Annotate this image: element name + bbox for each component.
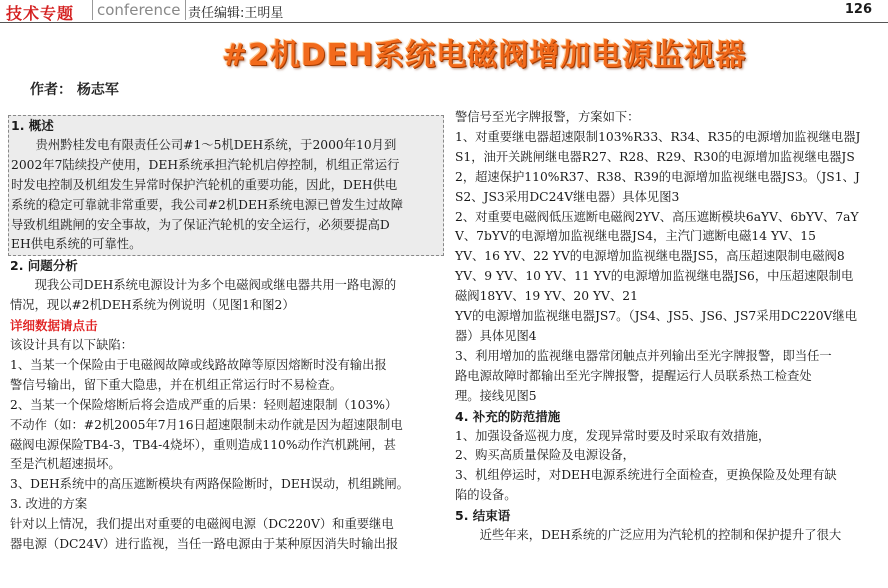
- paragraph-line: 导致机组跳闸的安全事故，为了保证汽轮机的安全运行，必须要提高D: [11, 217, 390, 232]
- paragraph-line: 警信号输出，留下重大隐患，并在机组正常运行时不易检查。: [10, 377, 343, 392]
- section-tag-sub: conference: [92, 0, 186, 20]
- article-title: #2机DEH系统电磁阀增加电源监视器: [221, 38, 747, 73]
- paragraph-line: 该设计具有以下缺陷：: [10, 337, 133, 352]
- section-heading-conclusion: 5. 结束语: [455, 508, 511, 524]
- paragraph-line: 2002年7陆续投产使用，DEH系统承担汽轮机启停控制，机组正常运行: [11, 157, 400, 172]
- editor-credit: 责任编辑:王明星: [188, 6, 284, 21]
- paragraph-line: 2，超速保护110%R37、R38、R39的电源增加监视继电器JS3。（JS1、J: [455, 169, 860, 184]
- paragraph-line: 理。接线见图5: [455, 388, 537, 403]
- page-number: 126: [844, 2, 872, 17]
- paragraph-line: 磁阀18YV、19 YV、20 YV、21: [455, 289, 638, 304]
- paragraph-line: EH供电系统的可靠性。: [11, 237, 142, 252]
- paragraph-line: 器电源（DC24V）进行监视，当任一路电源由于某种原因消失时输出报: [10, 537, 399, 552]
- overview-box: [8, 115, 444, 256]
- right-column: [455, 108, 885, 546]
- paragraph-line: 2、当某一个保险熔断后将会造成严重的后果：轻则超速限制（103%）: [10, 397, 398, 412]
- paragraph-line: YV、9 YV、10 YV、11 YV的电源增加监视继电器JS6，中压超速限制电: [455, 269, 854, 284]
- paragraph-line: 至是汽机超速损坏。: [10, 457, 121, 472]
- paragraph-line: S1，油开关跳闸继电器R27、R28、R29、R30的电源增加监视继电器JS: [455, 149, 855, 164]
- paragraph-line: 1、对重要继电器超速限制103%R33、R34、R35的电源增加监视继电器J: [455, 129, 861, 144]
- paragraph-line: 3. 改进的方案: [10, 497, 88, 512]
- paragraph-line: 近些年来，DEH系统的广泛应用为汽轮机的控制和保护提升了很大: [479, 528, 842, 543]
- paragraph-line: 磁阀电源保险TB4-3，TB4-4烧坏），重则造成110%动作汽机跳闸，甚: [10, 437, 396, 452]
- detail-data-link[interactable]: 详细数据请点击: [10, 318, 98, 334]
- paragraph-line: 现我公司DEH系统电源设计为多个电磁阀或继电器共用一路电源的: [34, 278, 397, 293]
- paragraph-line: 陷的设备。: [455, 488, 517, 503]
- paragraph-line: 不动作（如：#2机2005年7月16日超速限制未动作就是因为超速限制电: [10, 417, 403, 432]
- paragraph-line: 系统的稳定可靠就非常重要，我公司#2机DEH系统电源已曾发生过故障: [11, 197, 404, 212]
- section-heading-measures: 4. 补充的防范措施: [455, 408, 561, 424]
- paragraph-line: 针对以上情况，我们提出对重要的电磁阀电源（DC220V）和重要继电: [10, 517, 394, 532]
- paragraph-line: 器）具体见图4: [455, 328, 537, 343]
- paragraph-line: 3、机组停运时，对DEH电源系统进行全面检查，更换保险及处理有缺: [455, 468, 837, 483]
- header-divider: [0, 22, 888, 23]
- section-heading-overview: 1. 概述: [11, 118, 54, 133]
- paragraph-line: 警信号至光字牌报警，方案如下：: [455, 110, 640, 124]
- paragraph-line: 路电源故障时都输出至光字牌报警，提醒运行人员联系热工检查处: [455, 368, 812, 383]
- paragraph-line: YV、16 YV、22 YV的电源增加监视继电器JS5，高压超速限制电磁阀8: [455, 249, 845, 264]
- section-heading-analysis: 2. 问题分析: [10, 258, 78, 274]
- paragraph-line: 1、加强设备巡视力度，发现异常时要及时采取有效措施，: [455, 428, 771, 443]
- article-author: 作者： 杨志军: [30, 82, 119, 98]
- paragraph-line: 2、对重要电磁阀低压遮断电磁阀2YV、高压遮断模块6aYV、6bYV、7aY: [455, 209, 859, 224]
- page-header: [0, 0, 888, 26]
- paragraph-line: 2、购买高质量保险及电源设备，: [455, 448, 635, 463]
- paragraph-line: 1、当某一个保险由于电磁阀故障或线路故障等原因熔断时没有输出报: [10, 357, 387, 372]
- section-tag: 技术专题: [6, 4, 75, 23]
- paragraph-line: 3、利用增加的监视继电器常闭触点并列输出至光字牌报警，即当任一: [455, 348, 832, 363]
- paragraph-line: S2、JS3采用DC24V继电器）具体见图3: [455, 189, 680, 204]
- paragraph-line: YV的电源增加监视继电器JS7。（JS4、JS5、JS6、JS7采用DC220V继电: [455, 309, 857, 324]
- paragraph-line: 3、DEH系统中的高压遮断模块有两路保险断时，DEH误动，机组跳闸。: [10, 477, 409, 492]
- paragraph-line: 时发电控制及机组发生异常时保护汽轮机的重要功能，因此，DEH供电: [11, 177, 398, 192]
- paragraph-line: 情况，现以#2机DEH系统为例说明（见图1和图2）: [10, 298, 295, 313]
- left-column: [10, 115, 440, 555]
- paragraph-line: 贵州黔桂发电有限责任公司#1～5机DEH系统，于2000年10月到: [35, 137, 397, 152]
- paragraph-line: V、7bYV的电源增加监视继电器JS4，主汽门遮断电磁14 YV、15: [455, 229, 816, 244]
